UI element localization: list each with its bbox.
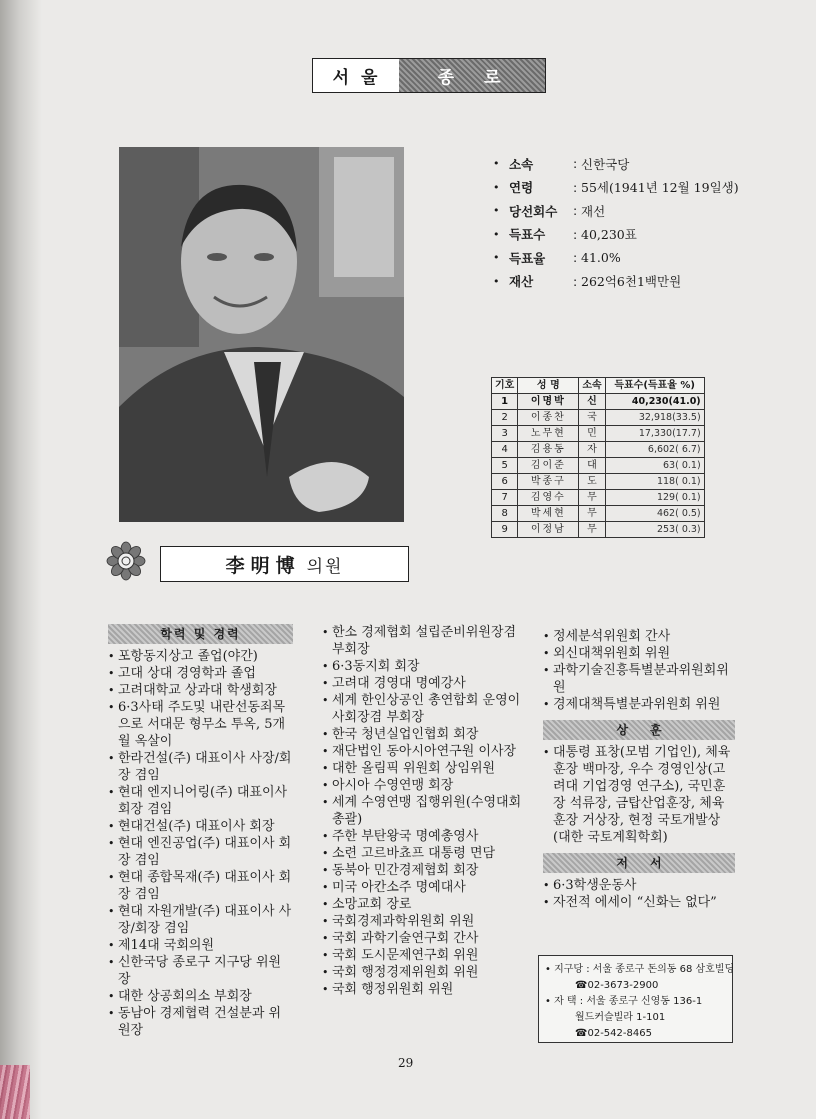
home-address-2: 월드커슬빌라 1-101: [575, 1012, 666, 1023]
section-heading-books: 저서: [543, 853, 735, 873]
table-row: [492, 522, 705, 538]
bullet-icon: •: [545, 964, 555, 975]
list-item: • 제14대 국회의원: [108, 937, 293, 954]
list-item: • 대한 올림픽 위원회 상임위원: [322, 760, 522, 777]
candidate-party: 무: [579, 522, 605, 538]
spacer: [543, 846, 735, 853]
home-address: 서울 종로구 신영동 136-1: [586, 996, 703, 1007]
colon: :: [573, 273, 578, 289]
list-item: • 대통령 표창(모범 기업인), 체육훈장 백마장, 우수 경영인상(고려대 기업경영 연구소), 국민훈장 석류장, 금탑산업훈장, 체육훈장 거상장, 현정 국토개발상(대한 국토계획학회): [543, 744, 735, 846]
candidate-party: 국: [579, 410, 605, 426]
profile-row-assets: [493, 270, 793, 294]
spacer: [543, 713, 735, 720]
list-item: • 대한 상공회의소 부회장: [108, 988, 293, 1005]
candidate-name: 노무현: [518, 426, 579, 442]
list-item: • 신한국당 종로구 지구당 위원장: [108, 954, 293, 988]
candidate-number: 2: [492, 410, 518, 426]
office-address: 서울 종로구 돈의동 68 삼호빌딩: [592, 964, 735, 975]
column-header: 득표수(득표율 %): [605, 378, 704, 394]
candidate-votes: 32,918(33.5): [605, 410, 704, 426]
phone-icon: ☎: [575, 1028, 588, 1039]
phone-icon: ☎: [575, 980, 588, 991]
list-item: • 소련 고르바쵸프 대통령 면담: [322, 845, 522, 862]
candidate-party: 신: [579, 394, 605, 410]
table-row: [492, 506, 705, 522]
bullet-icon: •: [493, 227, 500, 241]
bullet-icon: •: [493, 204, 500, 218]
list-item: • 현대 엔지니어링(주) 대표이사 회장 겸임: [108, 784, 293, 818]
profile-label: 재산: [509, 274, 534, 290]
list-item: • 현대 종합목재(주) 대표이사 회장 겸임: [108, 869, 293, 903]
region-header: [312, 58, 546, 93]
table-row: [492, 426, 705, 442]
candidate-number: 8: [492, 506, 518, 522]
profile-label: 소속: [509, 156, 534, 172]
list-item: • 주한 부탄왕국 명예총영사: [322, 828, 522, 845]
candidate-votes: 6,602( 6.7): [605, 442, 704, 458]
home-phone-line: [545, 1026, 728, 1042]
candidate-votes: 118( 0.1): [605, 474, 704, 490]
profile-row-vote-share: [493, 246, 793, 270]
bullet-icon: •: [493, 180, 500, 194]
candidate-number: 9: [492, 522, 518, 538]
column-header: 성 명: [518, 378, 579, 394]
list-item: • 재단법인 동아시아연구원 이사장: [322, 743, 522, 760]
list-item: • 6·3학생운동사: [543, 877, 735, 894]
profile-value: 재선: [581, 203, 606, 219]
candidate-number: 6: [492, 474, 518, 490]
section-heading-awards: 상훈: [543, 720, 735, 740]
candidate-party: 자: [579, 442, 605, 458]
portrait-photo: [119, 147, 404, 522]
list-item: • 한소 경제협회 설립준비위원장겸 부회장: [322, 624, 522, 658]
profile-row-affiliation: [493, 152, 793, 176]
profile-value: 41.0%: [581, 250, 621, 266]
candidate-votes: 17,330(17.7): [605, 426, 704, 442]
candidate-party: 도: [579, 474, 605, 490]
list-item: • 미국 아칸소주 명예대사: [322, 879, 522, 896]
awards-list: [543, 744, 735, 846]
career-list: [322, 624, 522, 998]
candidate-votes: 253( 0.3): [605, 522, 704, 538]
member-title: 의원: [306, 556, 344, 577]
list-item: • 외신대책위원회 위원: [543, 645, 735, 662]
candidate-name: 이정남: [518, 522, 579, 538]
candidate-name: 김이준: [518, 458, 579, 474]
profile-label: 득표수: [509, 227, 546, 243]
home-line: [545, 994, 728, 1010]
list-item: • 소망교회 장로: [322, 896, 522, 913]
list-item: • 세계 한인상공인 총연합회 운영이사회장겸 부회장: [322, 692, 522, 726]
column-header: 소속: [579, 378, 605, 394]
candidate-name: 이종찬: [518, 410, 579, 426]
list-item: • 자전적 에세이 “신화는 없다”: [543, 894, 735, 911]
member-name: 李明博: [225, 554, 301, 577]
list-item: • 동남아 경제협력 건설분과 위원장: [108, 1005, 293, 1039]
candidate-party: 무: [579, 490, 605, 506]
list-item: • 한국 청년실업인협회 회장: [322, 726, 522, 743]
colon: :: [573, 226, 578, 242]
candidate-name: 김용동: [518, 442, 579, 458]
national-assembly-emblem-icon: [106, 541, 146, 581]
region-district: 종로: [399, 59, 545, 92]
list-item: • 한라건설(주) 대표이사 사장/회장 겸임: [108, 750, 293, 784]
candidate-number: 4: [492, 442, 518, 458]
career-column-1: [108, 624, 293, 1039]
list-item: • 국회 도시문제연구회 위원: [322, 947, 522, 964]
candidate-number: 1: [492, 394, 518, 410]
colon: :: [573, 179, 578, 195]
career-list: [543, 628, 735, 713]
election-results-table: [491, 377, 705, 538]
list-item: • 6·3동지회 회장: [322, 658, 522, 675]
binding-shadow: [0, 0, 42, 1119]
candidate-party: 무: [579, 506, 605, 522]
profile-row-age: [493, 176, 793, 200]
profile-row-terms: [493, 199, 793, 223]
office-line: [545, 962, 735, 978]
list-item: • 과학기술진흥특별분과위원회위원: [543, 662, 735, 696]
candidate-votes: 129( 0.1): [605, 490, 704, 506]
list-item: • 국회 과학기술연구회 간사: [322, 930, 522, 947]
portrait-illustration: [119, 147, 404, 522]
profile-value: 신한국당: [581, 156, 630, 172]
candidate-name: 김영수: [518, 490, 579, 506]
colon: :: [573, 203, 578, 219]
candidate-name: 이명박: [518, 394, 579, 410]
candidate-votes: 462( 0.5): [605, 506, 704, 522]
contact-box: [538, 955, 733, 1043]
list-item: • 국회 행정경제위원회 위원: [322, 964, 522, 981]
bullet-icon: •: [493, 157, 500, 171]
region-city: 서울: [332, 68, 390, 88]
home-address-line-2: [545, 1010, 728, 1026]
profile-label: 연령: [509, 180, 534, 196]
home-phone: 02-542-8465: [587, 1028, 652, 1039]
list-item: • 동북아 민간경제협회 회장: [322, 862, 522, 879]
profile-value: 55세(1941년 12월 19일생): [581, 180, 739, 196]
bookmark-ribbon: [0, 1065, 30, 1119]
bullet-icon: •: [545, 996, 555, 1007]
table-row: [492, 442, 705, 458]
list-item: • 세계 수영연맹 집행위원(수영대회 총괄): [322, 794, 522, 828]
table-row: [492, 458, 705, 474]
candidate-party: 대: [579, 458, 605, 474]
home-label: 자 택 :: [554, 996, 587, 1007]
profile-row-votes: [493, 223, 793, 247]
candidate-votes: 40,230(41.0): [605, 394, 704, 410]
candidate-party: 민: [579, 426, 605, 442]
profile-value: 262억6천1백만원: [581, 274, 682, 290]
list-item: • 국회경제과학위원회 위원: [322, 913, 522, 930]
bullet-icon: •: [493, 251, 500, 265]
list-item: • 고대 상대 경영학과 졸업: [108, 665, 293, 682]
list-item: • 국회 행정위원회 위원: [322, 981, 522, 998]
colon: :: [573, 156, 578, 172]
list-item: • 현대 엔진공업(주) 대표이사 회장 겸임: [108, 835, 293, 869]
list-item: • 정세분석위원회 간사: [543, 628, 735, 645]
list-item: • 포항동지상고 졸업(야간): [108, 648, 293, 665]
career-column-2: [322, 624, 522, 998]
candidate-number: 3: [492, 426, 518, 442]
table-row: [492, 410, 705, 426]
table-row: [492, 474, 705, 490]
table-header-row: [492, 378, 705, 394]
profile-info: [493, 152, 793, 293]
table-row: [492, 490, 705, 506]
bullet-icon: •: [493, 274, 500, 288]
colon: :: [573, 250, 578, 266]
page-number: 29: [398, 1056, 414, 1070]
candidate-number: 7: [492, 490, 518, 506]
list-item: • 고려대 경영대 명예강사: [322, 675, 522, 692]
office-phone-line: [545, 978, 728, 994]
profile-value: 40,230표: [581, 227, 637, 243]
list-item: • 6·3사태 주도및 내란선동죄목으로 서대문 형무소 투옥, 5개월 옥살이: [108, 699, 293, 750]
career-column-3: [543, 628, 735, 911]
list-item: • 고려대학교 상과대 학생회장: [108, 682, 293, 699]
table-row: [492, 394, 705, 410]
books-list: [543, 877, 735, 911]
office-phone: 02-3673-2900: [587, 980, 659, 991]
candidate-number: 5: [492, 458, 518, 474]
profile-label: 당선회수: [509, 203, 558, 219]
section-heading-career: 학력 및 경력: [108, 624, 293, 644]
list-item: • 아시아 수영연맹 회장: [322, 777, 522, 794]
candidate-name: 박종구: [518, 474, 579, 490]
career-list: [108, 648, 293, 1039]
member-name-banner: [160, 546, 409, 582]
list-item: • 현대건설(주) 대표이사 회장: [108, 818, 293, 835]
list-item: • 현대 자원개발(주) 대표이사 사장/회장 겸임: [108, 903, 293, 937]
office-label: 지구당 :: [554, 964, 593, 975]
column-header: 기호: [492, 378, 518, 394]
list-item: • 경제대책특별분과위원회 위원: [543, 696, 735, 713]
candidate-name: 박세현: [518, 506, 579, 522]
candidate-votes: 63( 0.1): [605, 458, 704, 474]
profile-label: 득표율: [509, 250, 546, 266]
